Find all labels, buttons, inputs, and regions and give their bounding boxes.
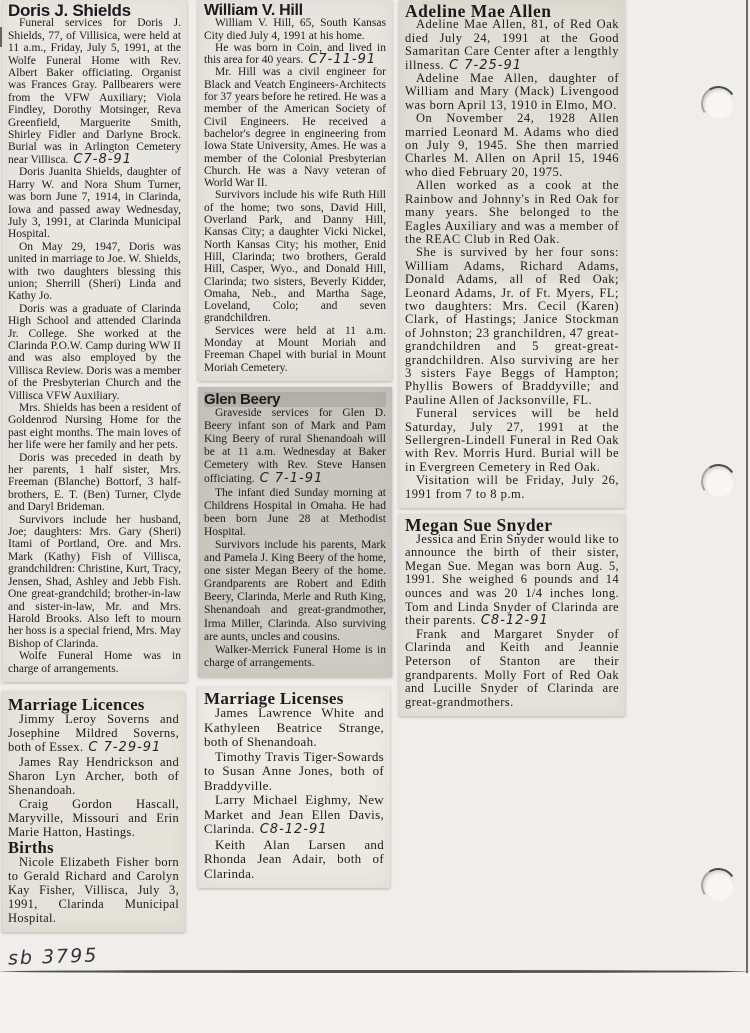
birth-announcement-megan-snyder bbox=[399, 514, 625, 716]
birth-entry: Nicole Elizabeth Fisher born to Gerald Richard and Carolyn Kay Fisher, Villisca, July 3, 1991, Clarinda Municipal Hospital. bbox=[8, 854, 179, 925]
marriage-licenses-clipping bbox=[198, 687, 390, 889]
obituary-william-hill bbox=[198, 0, 392, 381]
paragraph: Walker-Merrick Funeral Home is in charge of arrangements. bbox=[204, 643, 386, 669]
paragraph: Doris was a graduate of Clarinda High School and attended Clarinda Jr. College. She worked at the Clarinda P.O.W. Camp during WW II and was also employed by the Villisca Review. Doris was a member of the Presbyterian Church and the Villisca VFW Auxiliary. bbox=[8, 302, 181, 402]
paragraph: Funeral services for Doris J. Shields, 77, of Villisica, were held at 11 a.m., Friday, July 5, 1991, at the Wolfe Funeral Home with Rev. Albert Baker officiating. Organist was Frances Gray. Pallbearers were from the VFW Auxiliary; Viola Findley, Dorothy Motsinger, Reva Greenfield, Marguerite Smith, Shirley Fidler and Darlyne Brock. Burial was in Arlington Cemetery near Villisca. C7-8-91 bbox=[8, 17, 181, 167]
handwritten-date: C8-12-91 bbox=[480, 613, 549, 629]
paragraph: Wolfe Funeral Home was in charge of arrangements. bbox=[8, 650, 181, 675]
paragraph: Services were held at 11 a.m. Monday at Mount Moriah and Freeman Chapel with burial in Mount Moriah Cemetery. bbox=[204, 324, 386, 374]
paragraph: Survivors include his parents, Mark and Pamela J. King Beery of the home, one sister Megan Beery of the home. Grandparents are Robert and Edith Beery, Clarinda, Merle and Ruth King, Shenandoah and great-grandmother, Irma Miller, Clarinda. Also surviving are aunts, uncles and cousins. bbox=[204, 538, 386, 643]
paragraph: William V. Hill, 65, South Kansas City died July 4, 1991 at his home. bbox=[204, 17, 386, 42]
paragraph: The infant died Sunday morning at Childrens Hospital in Omaha. He had been born June 28 at Methodist Hospital. bbox=[204, 486, 386, 538]
paragraph: She is survived by her four sons: William Adams, Richard Adams, Donald Adams, all of Red Oak; Leonard Adams, Jr. of Ft. Myers, FL; two daughters: Mrs. Cecil (Karen) Clark, of Hastings; Janice Stockman of Johnston; 23 granchildren, 47 great-grandchildren and 5 great-great-grandchildren. Also surviving are her 3 sisters Faye Beggs of Hampton; Phyllis Bowers of Braddyville; and Pauline Allen of Jacksonville, FL. bbox=[405, 245, 619, 407]
handwritten-date: C 7-29-91 bbox=[88, 739, 162, 755]
paragraph: Survivors include his wife Ruth Hill of the home; two sons, David Hill, Overland Park, and Danny Hill, Kansas City; a daughter Vicki Nickel, North Kansas City; his mother, Enid Hill, Clarinda; two brothers, Gerald Hill, Casper, Wyo., and Donald Hill, Clarinda; two sisters, Beverly Kidder, Omaha, Neb., and Martha Sage, Loveland, Colo; and seven grandchildren. bbox=[204, 189, 386, 325]
paragraph: Graveside services for Glen D. Beery infant son of Mark and Pam King Beery of rural Shenandoah will be at 11 a.m. Wednesday at Baker Cemetery with Rev. Steve Hansen officiating. C 7-1-91 bbox=[204, 407, 386, 487]
paragraph: Visitation will be Friday, July 26, 1991 from 7 to 8 p.m. bbox=[405, 473, 619, 501]
licence-entry: James Ray Hendrickson and Sharon Lyn Archer, both of Shenandoah. bbox=[8, 754, 179, 797]
paragraph: On November 24, 1928 Allen married Leonard M. Adams who died on July 9, 1945. She then married Charles M. Allen on April 15, 1946 who died February 20, 1975. bbox=[405, 111, 619, 179]
obituary-title: Adeline Mae Allen bbox=[405, 1, 552, 21]
handwritten-date: C7-8-91 bbox=[73, 151, 132, 167]
paragraph: Survivors include her husband, Joe; daughters: Mrs. Gary (Sheri) Itami of Portland, Ore. and Mrs. Mark (Kathy) Fish of Villisca, grandchildren: Christine, Kurt, Tracy, Jensen, Shad, Ashley and Jebb Fish. One great-grandchild; brother-in-law and sister-in-law, Mr. and Mrs. Harold Brooks. Also left to mourn her hoss is a special friend, Mrs. May Bishop of Clarinda. bbox=[8, 513, 182, 650]
paragraph: Doris Juanita Shields, daughter of Harry W. and Nora Shum Turner, was born June 7, 1914, in Clarinda, Iowa and passed away Wednesday, July 3, 1991, at Clarinda Municipal Hospital. bbox=[8, 166, 181, 241]
obituary-title: William V. Hill bbox=[204, 2, 303, 19]
license-entry: Keith Alan Larsen and Rhonda Jean Adair, both of Clarinda. bbox=[204, 836, 384, 881]
section-title: Marriage Licenses bbox=[204, 688, 344, 708]
handwritten-date: C7-11-91 bbox=[308, 52, 377, 68]
paragraph: Mrs. Shields has been a resident of Goldenrod Nursing Home for the past eight months. The main loves of her life were her family and her pets. bbox=[8, 402, 181, 452]
paragraph: Adeline Mae Allen, daughter of William and Mary (Mack) Livengood was born April 13, 1910 in Elmo, MO. bbox=[405, 71, 619, 112]
paragraph: On May 29, 1947, Doris was united in marriage to Joe. W. Shields, with two daughters blessing this union; Sherrill (Sheri) Linda and Kathy Jo. bbox=[8, 240, 181, 303]
column-middle bbox=[198, 0, 392, 888]
obituary-title: Doris J. Shields bbox=[8, 1, 131, 20]
obituary-title: Glen Beery bbox=[204, 392, 386, 407]
binder-punch-hole-bottom bbox=[703, 870, 734, 901]
licence-entry: Craig Gordon Hascall, Maryville, Missouri and Erin Marie Hatton, Hastings. bbox=[8, 796, 179, 839]
license-entry: James Lawrence White and Kathyleen Beatrice Strange, both of Shenandoah. bbox=[204, 705, 384, 750]
paragraph: Funeral services will be held Saturday, July 27, 1991 at the Sellergren-Lindell Funeral in Red Oak with Rev. Morris Hurd. Burial will be in Evergreen Cemetery in Red Oak. bbox=[405, 406, 619, 474]
binder-punch-hole-top bbox=[703, 88, 734, 119]
paragraph: Frank and Margaret Snyder of Clarinda and Keith and Jeannie Peterson of Stanton are their grandparents. Molly Fort of Red Oak and Lucille Snyder of Clarinda are great-grandmothers. bbox=[405, 626, 619, 709]
license-entry: Timothy Travis Tiger-Sowards to Susan Anne Jones, both of Braddyville. bbox=[204, 748, 384, 793]
scanner-background bbox=[0, 973, 750, 1033]
paragraph: He was born in Coin, and lived in this area for 40 years. C7-11-91 bbox=[204, 41, 386, 68]
marriage-licences-clipping bbox=[2, 691, 185, 932]
handwritten-date: C 7-1-91 bbox=[259, 471, 324, 487]
license-entry: Larry Michael Eighmy, New Market and Jean Ellen Davis, Clarinda. C8-12-91 bbox=[204, 792, 384, 838]
paragraph: Allen worked as a cook at the Rainbow and Johnny's in Red Oak for many years. She belonged to the Eagles Auxiliary and was a member of the REAC Club in Red Oak. bbox=[405, 178, 619, 246]
licence-entry: Jimmy Leroy Soverns and Josephine Mildred Soverns, both of Essex. C 7-29-91 bbox=[8, 711, 179, 755]
page-edge-right bbox=[746, 0, 748, 973]
binder-punch-hole-middle bbox=[703, 466, 734, 497]
paragraph: Mr. Hill was a civil engineer for Black and Veatch Engineers-Architects for 37 years before he retired. He was a member of the American Society of Civil Engineers. He received a bachelor's degree in engineering from Iowa State University, Ames. He was a member of the Colonial Presbyterian Church. He was a Navy veteran of World War II. bbox=[204, 66, 386, 190]
column-right bbox=[399, 0, 625, 716]
handwritten-date: C8-12-91 bbox=[259, 822, 328, 838]
paragraph: Doris was preceded in death by her parents, 1 half sister, Mrs. Freeman (Blanche) Bottorf, 3 half-brothers, E. T. (Ben) Turner, Clyde and Daryl Brideman. bbox=[8, 451, 181, 514]
obituary-adeline-allen bbox=[399, 0, 625, 508]
section-title: Births bbox=[8, 837, 54, 857]
handwritten-date: C 7-25-91 bbox=[449, 57, 523, 73]
column-left bbox=[2, 0, 187, 932]
section-title: Marriage Licences bbox=[8, 694, 145, 714]
handwritten-catalog-code: sb 3795 bbox=[7, 944, 99, 970]
obituary-glen-beery bbox=[198, 387, 392, 677]
announcement-title: Megan Sue Snyder bbox=[405, 515, 553, 536]
paragraph: Jessica and Erin Snyder would like to announce the birth of their sister, Megan Sue. Megan was born Aug. 5, 1991. She weighed 6 pounds and 14 ounces and was 20 1/4 inches long. Tom and Linda Snyder of Clarinda are their parents. C8-12-91 bbox=[405, 531, 619, 629]
paragraph: Adeline Mae Allen, 81, of Red Oak died July 24, 1991 at the Good Samaritan Care Center after a lengthly illness. C 7-25-91 bbox=[405, 17, 619, 73]
obituary-doris-shields bbox=[2, 0, 187, 682]
